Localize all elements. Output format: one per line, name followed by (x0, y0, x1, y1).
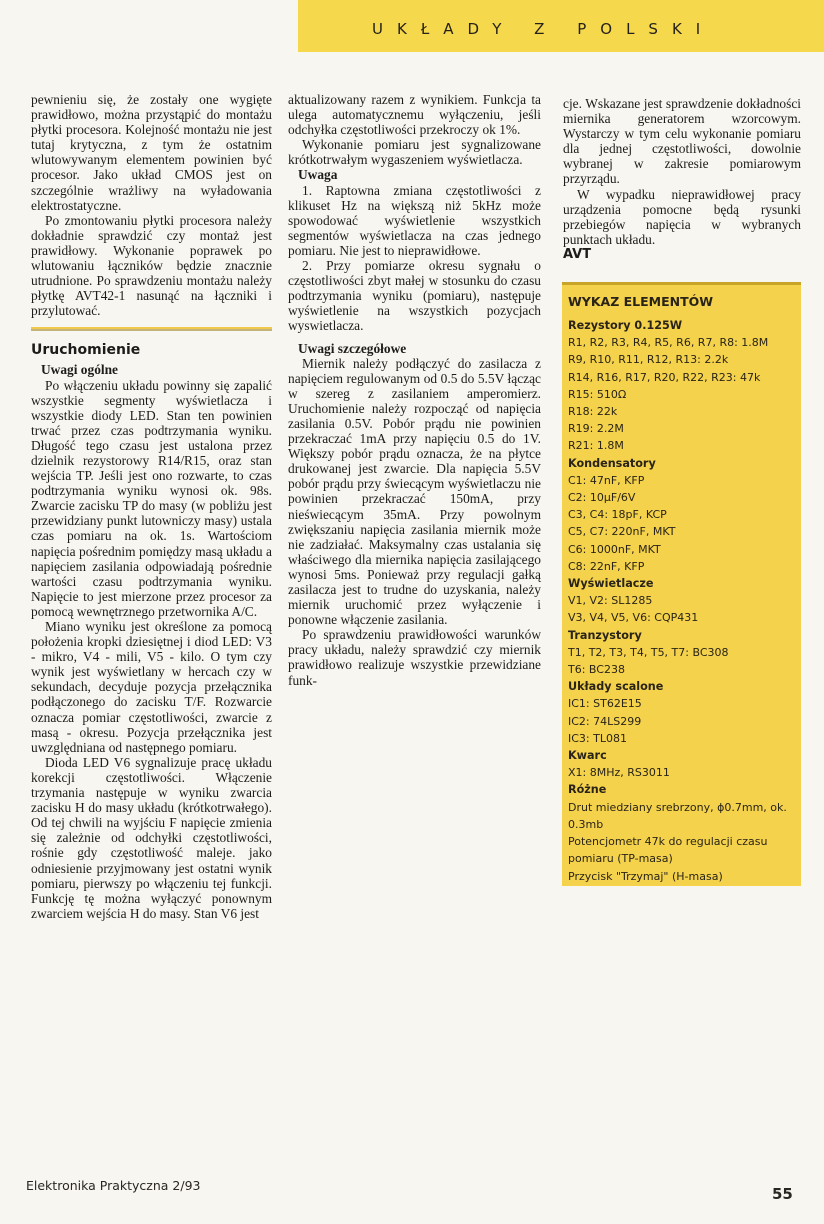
parts-item: C1: 47nF, KFP (568, 473, 645, 487)
paragraph: Dioda LED V6 sygnalizuje pracę układu korekcji częstotliwości. Włączenie trzymania następuje w wyniku zwarcia zacisku H do masy układu (krótkotrwałego). Od tej chwili na wyjściu F napięcie zmienia się zależnie od odchyłki częstotliwości, rośnie gdy częstotliwość maleje. jako odniesienie przyjmowany jest ostatni wynik pomiaru, pierwszy po włączeniu tej funkcji. Funkcję tę można wyłączyć ponownym zwarciem wejścia H do masy. Stan V6 jest (31, 754, 272, 921)
parts-section-heading: Rezystory 0.125W (568, 319, 683, 332)
paragraph: W wypadku nieprawidłowej pracy urządzenia pomocne będą rysunki przebiegów napięcia w wybranych punktach układu. (563, 186, 801, 247)
paragraph: aktualizowany razem z wynikiem. Funkcja ta ulega automatycznemu wyłączeniu, jeśli odchyłka częstotliwości przekroczy ok 1%. (288, 92, 541, 138)
section-divider (31, 327, 272, 331)
parts-item: IC1: ST62E15 (568, 697, 642, 711)
parts-section-heading: Kondensatory (568, 456, 656, 470)
parts-item: C2: 10μF/6V (568, 491, 636, 505)
parts-list-title: WYKAZ ELEMENTÓW (568, 294, 714, 309)
parts-section (568, 781, 795, 884)
parts-item: IC3: TL081 (568, 731, 627, 745)
parts-item: R21: 1.8M (568, 439, 624, 453)
parts-item: T6: BC238 (568, 663, 625, 677)
note-heading: Uwaga (298, 167, 338, 183)
parts-item: R14, R16, R17, R20, R22, R23: 47k (568, 370, 761, 384)
parts-item: V1, V2: SL1285 (568, 594, 653, 608)
page-number: 55 (772, 1185, 793, 1203)
subheading: Uwagi ogólne (41, 362, 118, 378)
parts-item: C6: 1000nF, MKT (568, 542, 661, 556)
parts-item: C8: 22nF, KFP (568, 559, 645, 573)
parts-section-heading: Wyświetlacze (568, 577, 654, 591)
parts-item: IC2: 74LS299 (568, 714, 642, 728)
section-heading: Uruchomienie (31, 342, 141, 359)
parts-item: R18: 22k (568, 405, 618, 419)
paragraph: 2. Przy pomiarze okresu sygnału o częstotliwości zbyt małej w stosunku do czasu podtrzymania wyniku (pomiaru), następuje wyświetlenie na wszystkich pozycjach wyswietlacza. (288, 258, 541, 334)
paragraph: cje. Wskazane jest sprawdzenie dokładności miernika generatorem wzorcowym. Wystarczy w tym celu wykonanie pomiaru dla jednej częstotliwości, dowolnie wybranej w zakresie pomiarowym przyrządu. (563, 96, 801, 187)
paragraph: Po włączeniu układu powinny się zapalić wszystkie segmenty wyświetlacza i wszystkie diody LED. Stan ten powinien trwać przez czas podtrzymania wyniku. Długość tego czasu jest ustalona przez dzielnik rezystorowy R14/R15, oraz stan wejścia TP. Jeśli jest ono rozwarte, to czas podtrzymania wyniku wynosi ok. 98s. Zwarcie zacisku TP do masy (w pobliżu jest przewidziany punkt lutowniczy masy) ustala czas pomiaru na ok. 1s. Wartościom napięcia pośrednim pomiędzy masą układu a napięciem zasilania odpowiadają pośrednie wartości czasu podtrzymania wyniku. Napięcie to jest mierzone przez procesor za pomocą wewnętrznego przetwornika A/C. (31, 377, 272, 619)
parts-item: V3, V4, V5, V6: CQP431 (568, 611, 699, 625)
parts-section (568, 627, 795, 679)
parts-item: Drut miedziany srebrzony, ϕ0.7mm, ok. 0.3mb (568, 800, 787, 831)
parts-item: R1, R2, R3, R4, R5, R6, R7, R8: 1.8M (568, 336, 769, 350)
parts-section-heading: Różne (568, 783, 607, 797)
parts-item: C3, C4: 18pF, KCP (568, 508, 667, 522)
paragraph: Miano wyniku jest określone za pomocą położenia kropki dziesiętnej i diod LED: V3 - mikro, V4 - mili, V5 - kilo. O tym czy wynik jest wyświetlany w hercach czy w sekundach, decyduje pozycja przełącznika podłączonego do zacisku T/F. Rozwarcie oznacza pomiar częstotliwości, zwarcie z masą - okresu. Pozycja przełącznika jest uwzględniana od następnego pomiaru. (31, 619, 272, 755)
paragraph: Miernik należy podłączyć do zasilacza z napięciem regulowanym od 0.5 do 5.5V łącząc w szereg z zasilaniem amperomierz. Uruchomienie należy rozpocząć od napięcia zasilania 0.5V. Pobór prądu nie powinien przekraczać 1mA przy napięciu 0.5 do 1V. Większy pobór prądu oznacza, że na płytce drukowanej jest zwarcie. Dla napięcia 5.5V pobór prądu przy świecącym wyświetlaczu nie powinien przekraczać 150mA, przy nieświecącym 35mA. Przy powolnym zwiększaniu napięcia zasilania miernik może nie zadziałać. Maksymalny czas ustalania się właściwego dla miernika napięcia zasilającego wynosi 5ms. Ponieważ przy regulacji gałką zasilacza jest to trudne do uzyskania, należy miernik uruchomić przez wyłączenie i ponowne włączenie zasilania. (288, 355, 541, 628)
paragraph: Po sprawdzeniu prawidłowości warunków pracy układu, należy sprawdzić czy miernik prawidłowo realizuje wszystkie przewidziane funk- (288, 627, 541, 688)
parts-item: Potencjometr 47k do regulacji czasu pomiaru (TP-masa) (568, 835, 768, 866)
magazine-issue: Elektronika Praktyczna 2/93 (26, 1178, 201, 1193)
parts-section-heading: Układy scalone (568, 680, 664, 694)
parts-item: R19: 2.2M (568, 422, 624, 436)
parts-section-heading: Tranzystory (568, 628, 642, 642)
parts-list-sections (568, 317, 795, 885)
parts-item: C5, C7: 220nF, MKT (568, 525, 676, 539)
parts-item: T1, T2, T3, T4, T5, T7: BC308 (568, 645, 729, 659)
paragraph: pewnieniu się, że zostały one wygięte prawidłowo, można przystąpić do montażu płytki procesora. Kolejność montażu nie jest tutaj krytyczna, z tym że ostatnim wlutowywanym elementem powinien być procesor. Jako układ CMOS jest on szczególnie wrażliwy na wyładowania elektrostatyczne. (31, 92, 272, 213)
paragraph: Po zmontowaniu płytki procesora należy dokładnie sprawdzić czy montaż jest prawidłowy. Wykonanie poprawek po wlutowaniu łączników będzie znacznie utrudnione. Po sprawdzeniu montażu należy płytkę AVT42-1 nasunąć na łączniki i przylutować. (31, 212, 272, 319)
parts-list (562, 282, 801, 886)
parts-item: X1: 8MHz, RS3011 (568, 766, 670, 780)
paragraph: 1. Raptowna zmiana częstotliwości z klikuset Hz na większą niż 5kHz może spowodować wyświetlenie wszystkich segmentów wyświetlacza na czas jednego pomiaru. Nie jest to nieprawidłowe. (288, 182, 541, 258)
paragraph: Wykonanie pomiaru jest sygnalizowane krótkotrwałym wygaszeniem wyświetlacza. (288, 137, 541, 168)
parts-section (568, 678, 795, 747)
parts-section (568, 575, 795, 627)
section-title: UKŁADY Z POLSKI (372, 20, 715, 38)
parts-section (568, 317, 795, 455)
parts-item: Przycisk "Trzymaj" (H-masa) (568, 869, 723, 883)
author-signature: AVT (563, 246, 592, 262)
parts-section (568, 455, 795, 575)
column-3 (563, 96, 801, 263)
column-2 (288, 92, 541, 688)
parts-item: R15: 510Ω (568, 387, 627, 401)
parts-section-heading: Kwarc (568, 749, 607, 763)
detail-heading: Uwagi szczegółowe (298, 340, 407, 356)
column-1 (31, 92, 272, 921)
parts-item: R9, R10, R11, R12, R13: 2.2k (568, 353, 729, 367)
parts-section (568, 747, 795, 781)
